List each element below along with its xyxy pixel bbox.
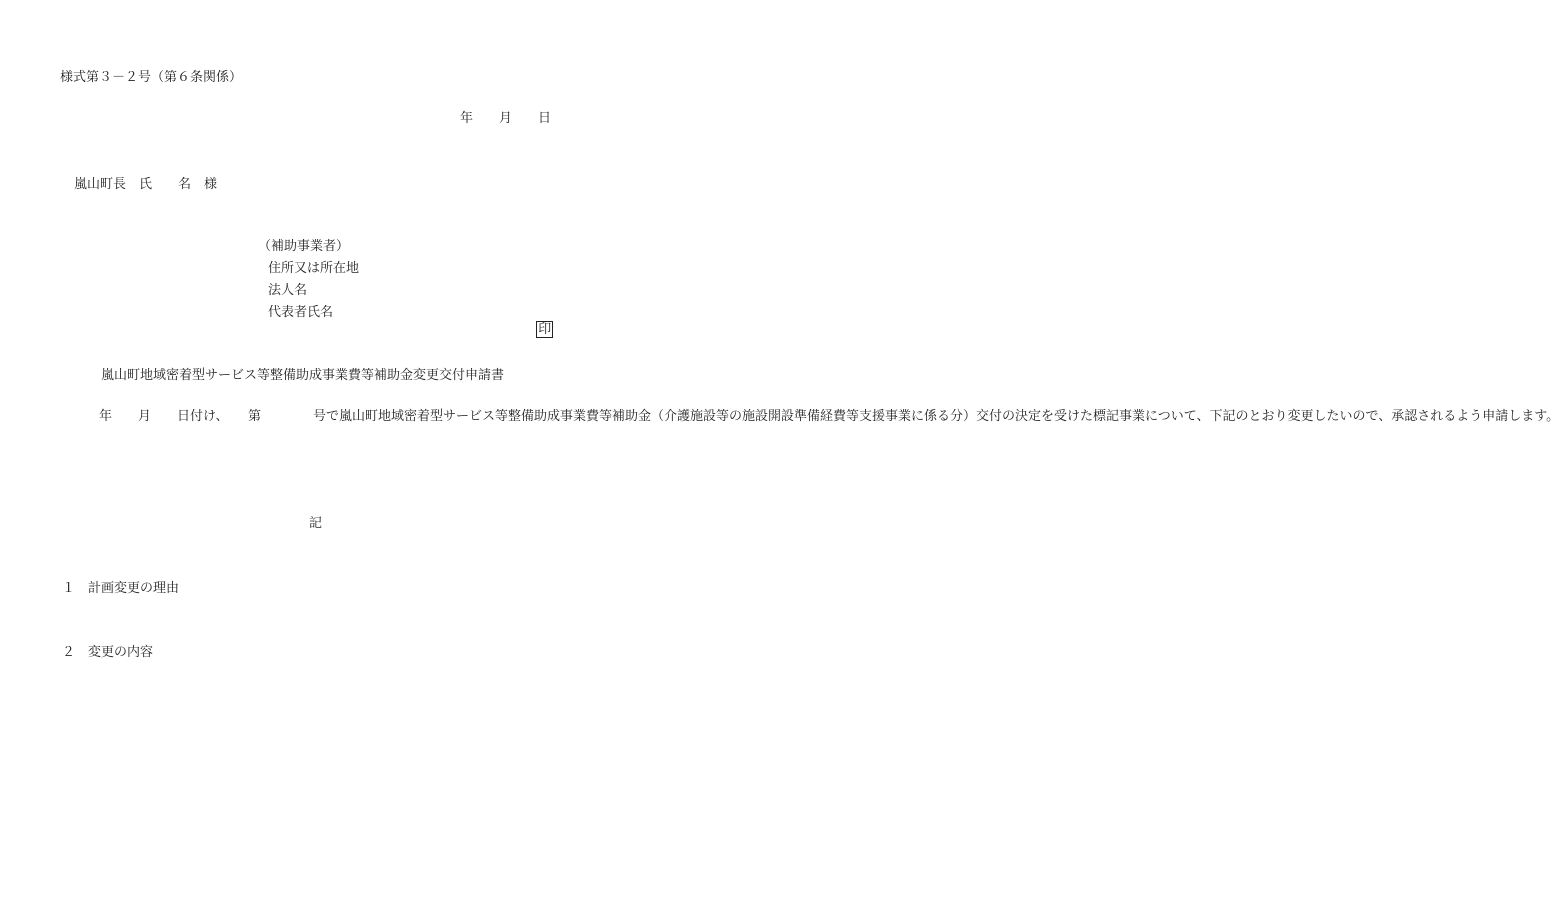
body-paragraph: [60, 405, 1559, 428]
seal-box: 印: [538, 322, 552, 337]
item-2: [62, 644, 153, 662]
item-1: [62, 580, 179, 598]
corp-name-label: 法人名: [268, 283, 308, 298]
item-1-number: １: [62, 581, 76, 596]
ki-heading: 記: [309, 516, 323, 531]
item-2-number: ２: [62, 645, 76, 660]
addressee: 嵐山町長 氏 名 様: [74, 177, 218, 192]
date-line: 年 月 日: [460, 111, 552, 126]
document-title: 嵐山町地域密着型サービス等整備助成事業費等補助金変更交付申請書: [101, 368, 505, 383]
representative-label: 代表者氏名: [268, 305, 334, 320]
form-id: 様式第３－２号（第６条関係）: [60, 70, 243, 85]
applicant-header: （補助事業者）: [258, 239, 350, 254]
item-1-label: 計画変更の理由: [88, 581, 180, 596]
item-2-label: 変更の内容: [88, 645, 154, 660]
body-text: 年 月 日付け、 第 号で嵐山町地域密着型サービス等整備助成事業費等補助金（介護施設等の施設開設準備経費等支援事業に係る分）交付の決定を受けた標記事業について、下記のとおり変更したいので、承認されるよう申請します。: [60, 409, 1559, 424]
seal-mark: [528, 303, 553, 339]
address-label: 住所又は所在地: [268, 261, 360, 276]
